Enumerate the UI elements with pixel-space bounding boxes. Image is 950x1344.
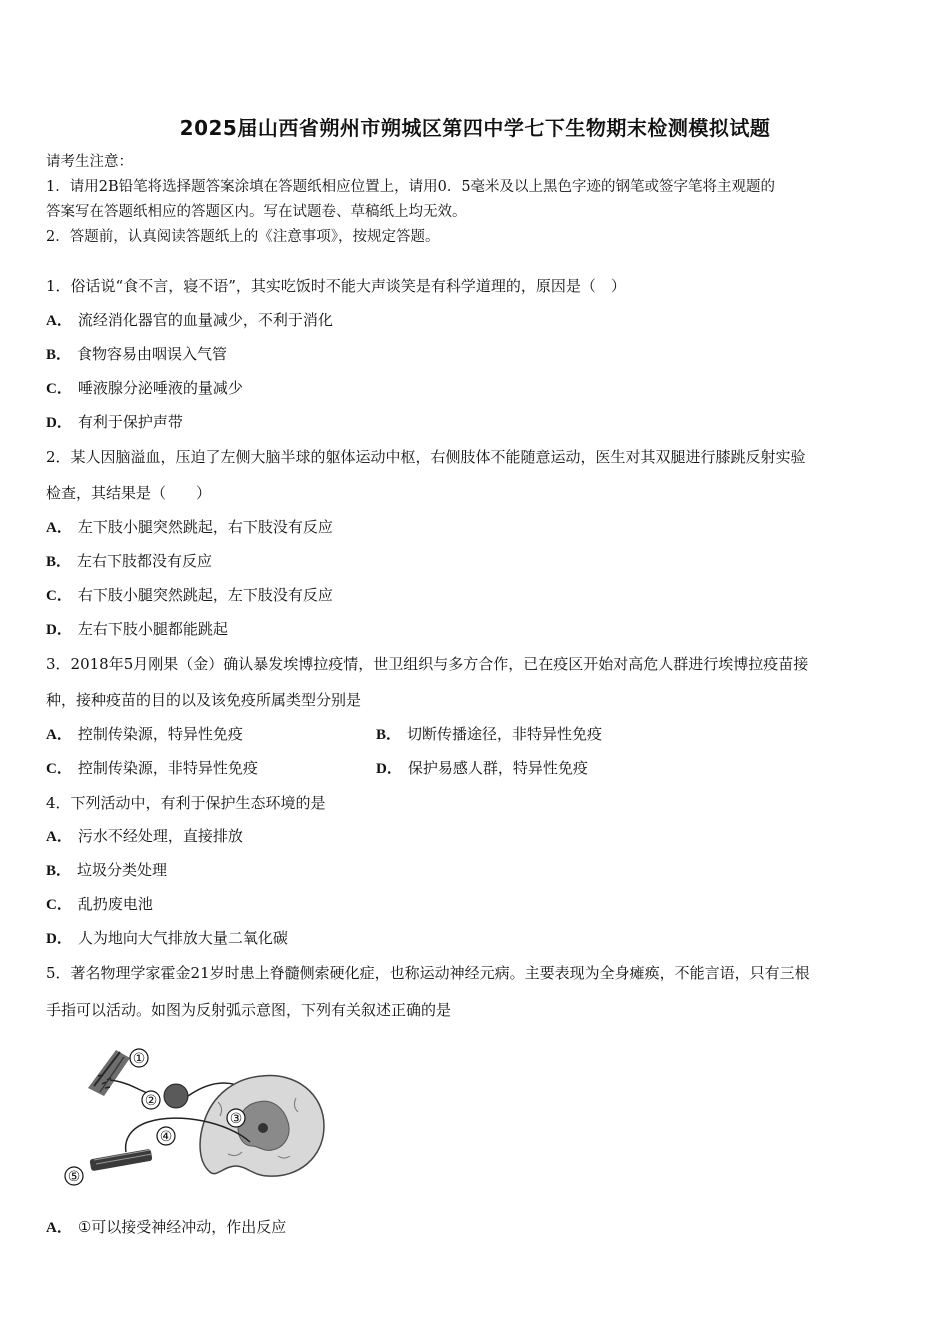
option-text: 左下肢小腿突然跳起，右下肢没有反应: [77, 518, 333, 536]
q2-option-a: [46, 517, 904, 538]
option-label: B．: [46, 554, 72, 570]
option-text: 切断传播途径，非特异性免疫: [407, 725, 603, 743]
q5-stem-1: 5．著名物理学家霍金21岁时患上脊髓侧索硬化症，也称运动神经元病。主要表现为全身瘫痪，不能言语，只有三根: [46, 964, 810, 982]
q4-option-d: [46, 928, 904, 949]
option-text: 控制传染源，特异性免疫: [77, 725, 243, 743]
q2-stem-2: 检查，其结果是（ ）: [46, 484, 212, 502]
notice-item-1b: 答案写在答题纸相应的答题区内。写在试题卷、草稿纸上均无效。: [46, 204, 467, 220]
option-label: A．: [46, 520, 72, 536]
q3-stem-2: 种，接种疫苗的目的以及该免疫所属类型分别是: [46, 691, 362, 709]
q1-option-a: [46, 310, 904, 331]
option-label: D．: [46, 415, 72, 431]
option-text: 食物容易由咽误入气管: [77, 345, 228, 363]
label-4: ④: [159, 1129, 173, 1145]
option-text: 左右下肢小腿都能跳起: [77, 620, 228, 638]
option-text: 垃圾分类处理: [77, 861, 168, 879]
option-text: 乱扔废电池: [77, 895, 153, 913]
q2-option-c: [46, 585, 904, 606]
label-5: ⑤: [67, 1169, 81, 1185]
option-label: B．: [376, 727, 402, 743]
notice-item-1a: 1．请用2B铅笔将选择题答案涂填在答题纸相应位置上，请用0．5毫米及以上黑色字迹的钢笔或签字笔将主观题的: [46, 179, 776, 195]
option-label: C．: [46, 588, 72, 604]
label-2: ②: [144, 1093, 158, 1109]
option-text: ①可以接受神经冲动，作出反应: [77, 1218, 287, 1236]
reflex-arc-figure: [58, 1042, 330, 1192]
q4-option-a: [46, 826, 904, 847]
q3-option-a: [46, 725, 243, 743]
q3-option-c: [46, 759, 258, 777]
option-label: A．: [46, 727, 72, 743]
sensory-nerve: [110, 1080, 150, 1094]
option-label: D．: [46, 622, 72, 638]
option-text: 右下肢小腿突然跳起，左下肢没有反应: [77, 586, 333, 604]
q3-stem-1: 3．2018年5月刚果（金）确认暴发埃博拉疫情，世卫组织与多方合作，已在疫区开始对高危人群进行埃博拉疫苗接: [46, 655, 809, 673]
option-text: 流经消化器官的血量减少，不利于消化: [77, 311, 333, 329]
notice-item-2: 2．答题前，认真阅读答题纸上的《注意事项》，按规定答题。: [46, 229, 440, 245]
q3-option-d: [376, 758, 588, 779]
q4-option-c: [46, 894, 904, 915]
q5-option-a: [46, 1217, 904, 1238]
q1-option-b: [46, 344, 904, 365]
label-1: ①: [132, 1051, 146, 1067]
option-text: 污水不经处理，直接排放: [77, 827, 243, 845]
option-text: 有利于保护声带: [77, 413, 183, 431]
q1-stem: 1．俗话说“食不言，寝不语”，其实吃饭时不能大声谈笑是有科学道理的，原因是（ ）: [46, 277, 626, 295]
q2-option-b: [46, 551, 904, 572]
option-label: D．: [46, 931, 72, 947]
label-3: ③: [229, 1111, 243, 1127]
option-text: 保护易感人群，特异性免疫: [407, 759, 588, 777]
option-label: C．: [46, 761, 72, 777]
option-text: 左右下肢都没有反应: [77, 552, 213, 570]
option-label: D．: [376, 761, 402, 777]
q3-options-row-1: [46, 724, 904, 745]
q4-stem: 4．下列活动中，有利于保护生态环境的是: [46, 794, 326, 812]
option-text: 人为地向大气排放大量二氧化碳: [77, 929, 288, 947]
q3-options-row-2: [46, 758, 904, 779]
q2-option-d: [46, 619, 904, 640]
q3-option-b: [376, 724, 602, 745]
q4-option-b: [46, 860, 904, 881]
q1-option-d: [46, 412, 904, 433]
option-label: C．: [46, 381, 72, 397]
option-label: C．: [46, 897, 72, 913]
option-label: B．: [46, 347, 72, 363]
receptor-skin: [88, 1050, 130, 1096]
option-label: B．: [46, 863, 72, 879]
q2-stem-1: 2．某人因脑溢血，压迫了左侧大脑半球的躯体运动中枢，右侧肢体不能随意运动，医生对其双腿进行膝跳反射实验: [46, 448, 806, 466]
ganglion: [164, 1084, 188, 1108]
option-text: 控制传染源，非特异性免疫: [77, 759, 258, 777]
option-text: 唾液腺分泌唾液的量减少: [77, 379, 243, 397]
q5-stem-2: 手指可以活动。如图为反射弧示意图，下列有关叙述正确的是: [46, 1001, 452, 1019]
option-label: A．: [46, 313, 72, 329]
option-label: A．: [46, 1220, 72, 1236]
effector-muscle: [89, 1149, 152, 1172]
q1-option-c: [46, 378, 904, 399]
notice-heading: 请考生注意：: [46, 154, 133, 170]
spinal-cord: [200, 1076, 324, 1177]
page-title: 2025届山西省朔州市朔城区第四中学七下生物期末检测模拟试题: [179, 116, 771, 140]
option-label: A．: [46, 829, 72, 845]
